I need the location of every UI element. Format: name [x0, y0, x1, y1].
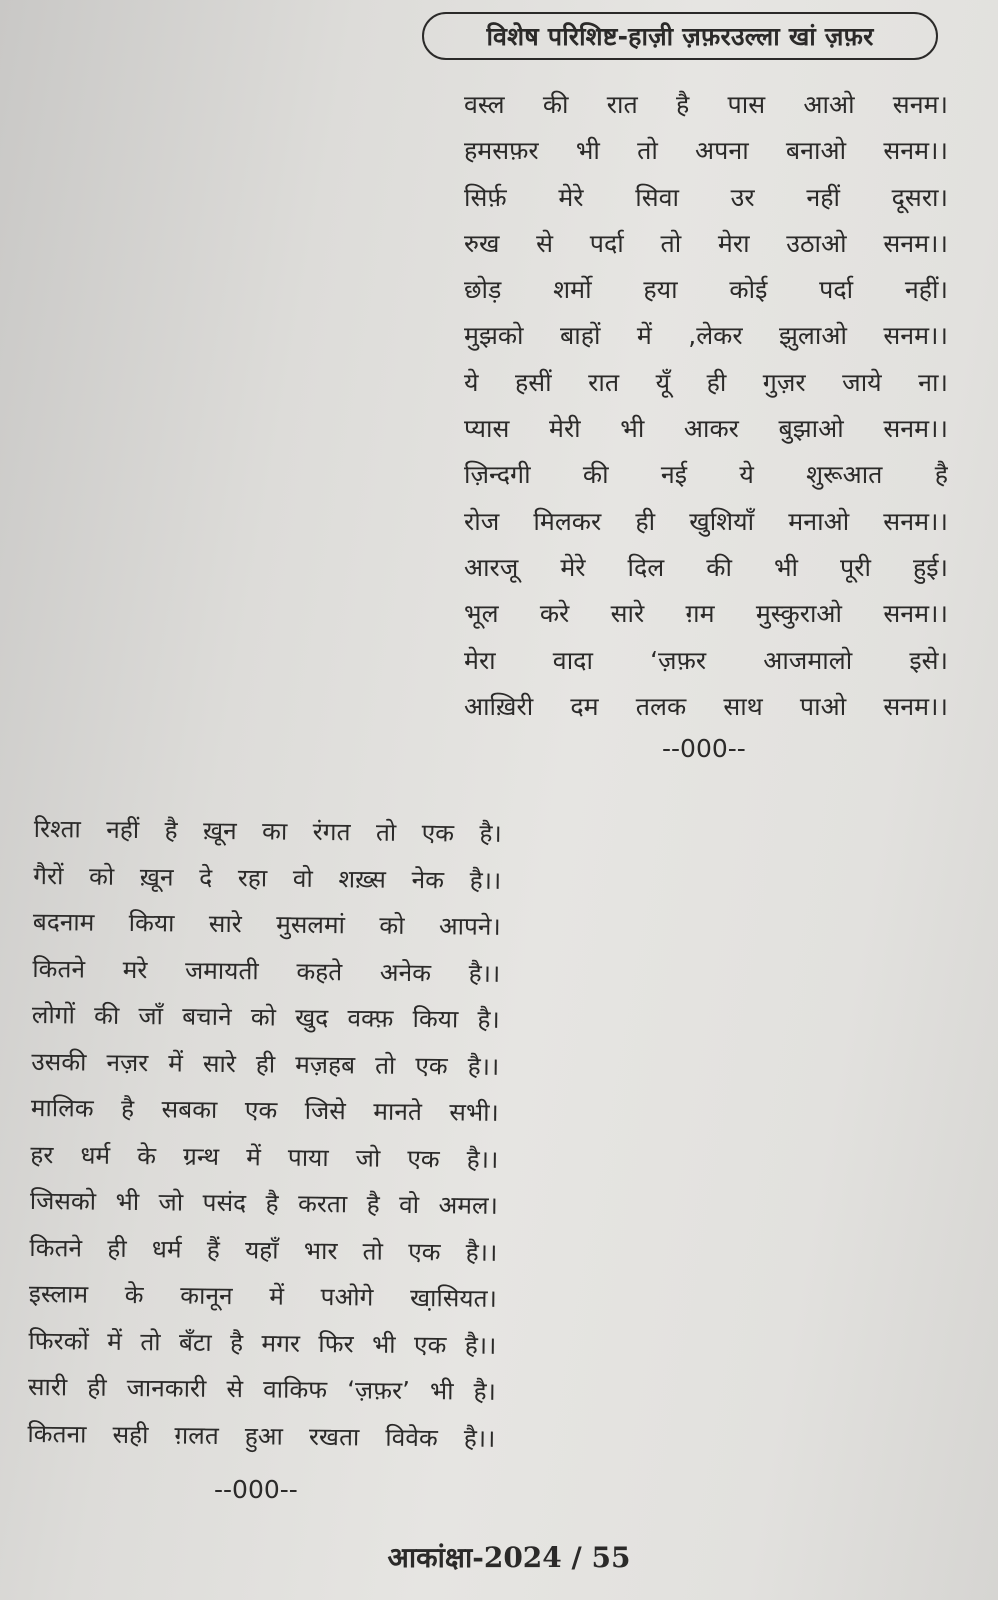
- poem-line: मालिक है सबका एक जिसे मानते सभी।: [30, 1092, 499, 1127]
- poem-line: मेरा वादा ‘ज़फ़र आजमालो इसे।: [464, 645, 948, 675]
- poem-line: प्यास मेरी भी आकर बुझाओ सनम।।: [464, 414, 948, 444]
- poem-line: रोज मिलकर ही खुशियाँ मनाओ सनम।।: [464, 506, 948, 536]
- poem-line: छोड़ शर्मो हया कोई पर्दा नहीं।: [464, 275, 948, 305]
- poem-line: रिश्ता नहीं है ख़ून का रंगत तो एक है।: [33, 813, 502, 848]
- poem-line: हमसफ़र भी तो अपना बनाओ सनम।।: [464, 136, 948, 166]
- poem-line: बदनाम किया सारे मुसलमां को आपने।: [32, 906, 501, 941]
- poem-line: इस्लाम के कानून में पओगे खा़सियत।: [28, 1278, 498, 1313]
- poem-line: रुख से पर्दा तो मेरा उठाओ सनम।।: [464, 228, 948, 258]
- poem-top: [464, 82, 948, 730]
- poem-line: आरजू मेरे दिल की भी पूरी हुई।: [464, 552, 948, 582]
- poem-line: कितना सही ग़लत हुआ रखता विवेक है।।: [27, 1418, 496, 1453]
- poem-line: कितने ही धर्म हैं यहाँ भार तो एक है।।: [29, 1232, 498, 1267]
- poem-line: सिर्फ़ मेरे सिवा उर नहीं दूसरा।: [464, 182, 948, 212]
- section-title: विशेष परिशिष्ट-हाज़ी ज़फ़रउल्ला खां ज़फ़र: [486, 22, 874, 51]
- poem-bottom: [27, 806, 502, 1462]
- poem-line: सारी ही जानकारी से वाकिफ ‘ज़फ़र’ भी है।: [27, 1371, 497, 1406]
- poem-line: हर धर्म के ग्रन्थ में पाया जो एक है।।: [30, 1139, 499, 1174]
- poem-line: जिसको भी जो पसंद है करता है वो अमल।: [29, 1185, 498, 1220]
- poem-line: मुझको बाहों में ,लेकर झुलाओ सनम।।: [464, 321, 948, 351]
- page-footer: आकांक्षा-2024 / 55: [387, 1541, 631, 1574]
- poem-bottom-separator: --000--: [214, 1475, 298, 1504]
- poem-line: वस्ल की रात है पास आओ सनम।: [464, 90, 948, 119]
- poem-line: ज़िन्दगी की नई ये शुरूआत है: [464, 460, 948, 490]
- poem-line: फिरकों में तो बँटा है मगर फिर भी एक है।।: [28, 1325, 497, 1360]
- poem-line: ये हसीं रात यूँ ही गुज़र जाये ना।: [464, 367, 948, 397]
- poem-line: गैरों को ख़ून दे रहा वो शख़्स नेक है।।: [33, 860, 502, 895]
- poem-line: उसकी नज़र में सारे ही मज़हब तो एक है।।: [31, 1046, 500, 1081]
- poem-line: लोगों की जाँ बचाने को खुद वक्फ़ किया है।: [31, 999, 500, 1034]
- section-header-box: [422, 12, 938, 60]
- poem-top-separator: --000--: [662, 734, 746, 763]
- poem-line: भूल करे सारे ग़म मुस्कुराओ सनम।।: [464, 599, 948, 629]
- poem-line: कितने मरे जमायती कहते अनेक है।।: [32, 953, 501, 988]
- poem-line: आख़िरी दम तलक साथ पाओ सनम।।: [464, 691, 948, 721]
